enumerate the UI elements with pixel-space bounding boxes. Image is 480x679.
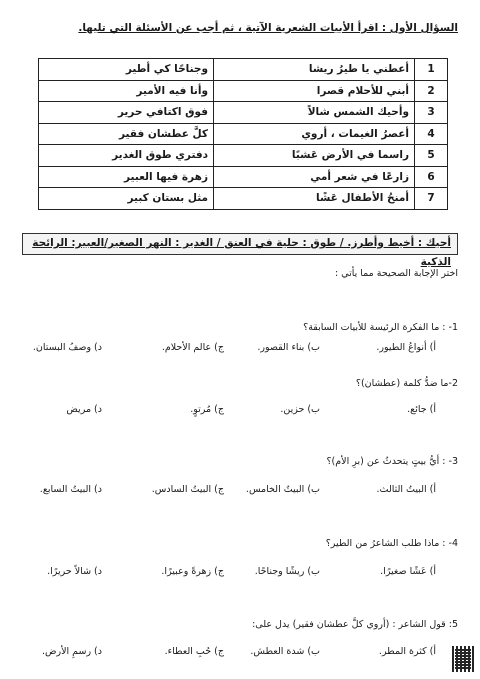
- poem-row: [39, 80, 448, 102]
- verse-first-hemistich: أعصرُ الغيمات ، أروي: [214, 123, 415, 145]
- verse-first-hemistich: أعطني يا طيرُ ريشا: [214, 59, 415, 81]
- vocabulary-box: [22, 233, 458, 268]
- vocabulary-text: أحيك : أخيط وأطرز. / طوق : حلية في العنق / الغدير : النهر الصغير/العبير: الرائحة الذكية: [32, 237, 451, 268]
- verse-second-hemistich: وأنا فيه الأمير: [39, 80, 214, 102]
- verse-first-hemistich: زارعًا في شعر أمي: [214, 166, 415, 188]
- verse-second-hemistich: فوق اكتافي حرير: [39, 102, 214, 124]
- answer-option[interactable]: ج) زهرةً وعبيرًا.: [161, 566, 224, 577]
- question-text: 4- : ماذا طلب الشاعرُ من الطير؟: [325, 538, 458, 549]
- question1-title: السؤال الأول : اقرأ الأبيات الشعرية الآتية ، ثم أجب عن الأسئلة التي تليها.: [78, 22, 458, 34]
- answer-option[interactable]: أ) جائع.: [407, 404, 436, 415]
- answer-option[interactable]: ج) البيتُ السادس.: [151, 484, 224, 495]
- answer-option[interactable]: ج) عالم الأحلام.: [161, 342, 224, 353]
- poem-row: [39, 145, 448, 167]
- question-text: 2-ما ضدُّ كلمة (عطشان)؟: [355, 378, 458, 389]
- poem-row: [39, 102, 448, 124]
- answer-option[interactable]: د) مريض: [66, 404, 102, 415]
- answer-options: [14, 566, 458, 582]
- answer-option[interactable]: أ) عَشًا صغيرًا.: [380, 566, 436, 577]
- verse-number: 4: [415, 123, 448, 145]
- poem-row: [39, 123, 448, 145]
- answer-options: [14, 342, 458, 358]
- answer-option[interactable]: ب) شدة العطش.: [250, 646, 320, 657]
- answer-options: [14, 484, 458, 500]
- answer-option[interactable]: أ) كثرة المطر.: [378, 646, 436, 657]
- answer-option[interactable]: ج) مُرتوٍ.: [190, 404, 224, 415]
- poem-table: [38, 58, 448, 210]
- poem-row: [39, 59, 448, 81]
- question-text: 5: قول الشاعر : (أروي كلَّ عطشان فقير) يدل على:: [252, 619, 458, 630]
- poem-row: [39, 166, 448, 188]
- answer-option[interactable]: د) البيتُ السابع.: [39, 484, 102, 495]
- answer-options: [14, 404, 458, 420]
- answer-option[interactable]: ج) حُبِ العطاء.: [164, 646, 224, 657]
- verse-first-hemistich: راسما في الأرض عَشبًا: [214, 145, 415, 167]
- verse-second-hemistich: كلَّ عطشان فقير: [39, 123, 214, 145]
- verse-number: 3: [415, 102, 448, 124]
- instruction-text: اختر الإجابة الصحيحة مما يأتي :: [334, 268, 458, 279]
- verse-second-hemistich: مثل بستان كبير: [39, 188, 214, 210]
- verse-second-hemistich: زهرة فيها العبير: [39, 166, 214, 188]
- answer-option[interactable]: ب) حزين.: [280, 404, 320, 415]
- question-text: 1- : ما الفكرة الرئيسة للأبيات السابقة؟: [303, 322, 458, 333]
- verse-first-hemistich: أبني للأحلام قصرا: [214, 80, 415, 102]
- answer-option[interactable]: أ) أنواعُ الطيور.: [376, 342, 436, 353]
- verse-second-hemistich: وجناحًا كي أطير: [39, 59, 214, 81]
- answer-option[interactable]: د) شالاً حريرًا.: [47, 566, 102, 577]
- answer-option[interactable]: ب) البيتُ الخامس.: [245, 484, 320, 495]
- answer-options: [14, 646, 458, 662]
- poem-row: [39, 188, 448, 210]
- verse-first-hemistich: وأحيك الشمس شالاً: [214, 102, 415, 124]
- verse-number: 6: [415, 166, 448, 188]
- verse-number: 1: [415, 59, 448, 81]
- answer-option[interactable]: ب) بناء القصور.: [257, 342, 320, 353]
- verse-first-hemistich: أمنحُ الأطفال عَشًا: [214, 188, 415, 210]
- verse-number: 5: [415, 145, 448, 167]
- answer-option[interactable]: أ) البيتُ الثالث.: [376, 484, 436, 495]
- verse-number: 7: [415, 188, 448, 210]
- verse-number: 2: [415, 80, 448, 102]
- qr-code: [452, 646, 474, 672]
- verse-second-hemistich: دفتري طوق الغدير: [39, 145, 214, 167]
- answer-option[interactable]: د) رسمِ الأرض.: [42, 646, 102, 657]
- question-text: 3- : أيُّ بيتٍ يتحدثُ عن (برِ الأم)؟: [326, 456, 458, 467]
- answer-option[interactable]: د) وصفُ البستان.: [32, 342, 102, 353]
- answer-option[interactable]: ب) ريشًا وجناحًا.: [254, 566, 320, 577]
